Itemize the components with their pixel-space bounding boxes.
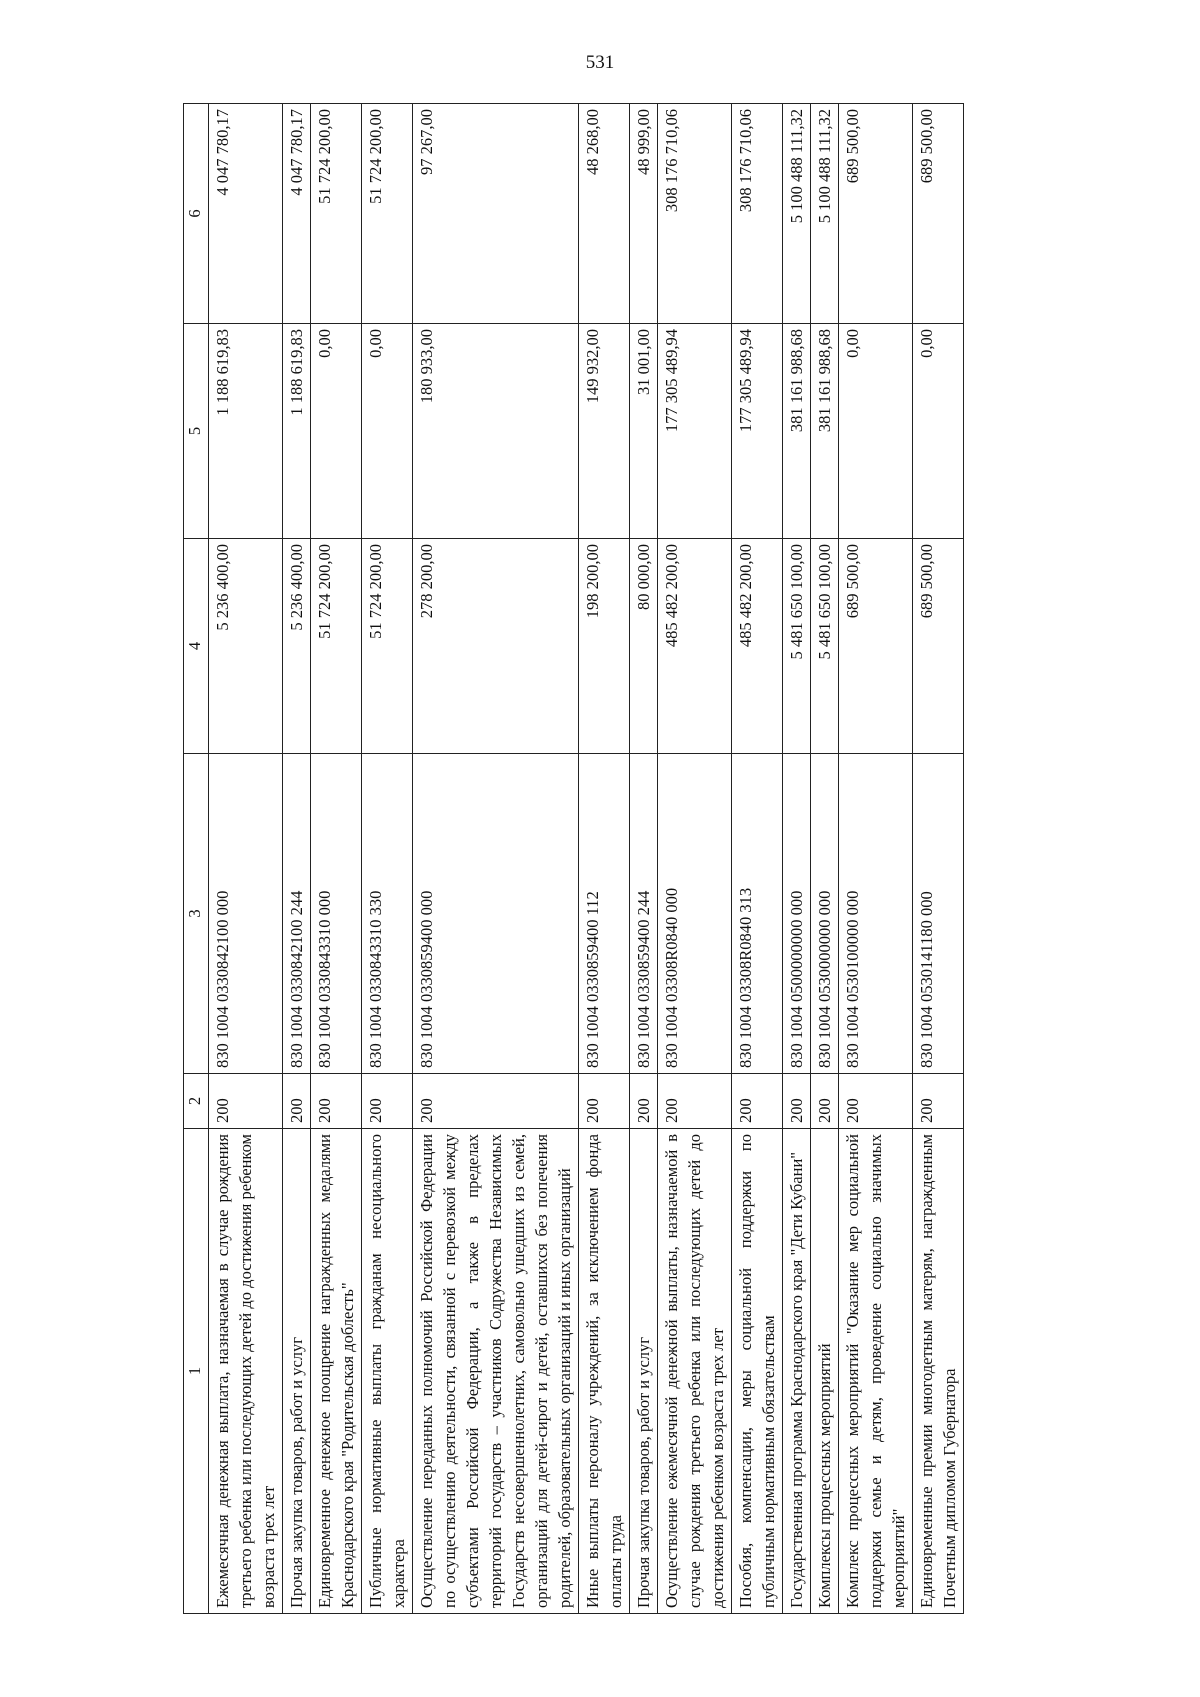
row-remaining-amount: 689 500,00 — [839, 104, 913, 324]
budget-table — [183, 103, 964, 1614]
row-budget-code: 830 1004 03308R0840 000 — [658, 754, 732, 1074]
row-budget-code: 830 1004 0530141180 000 — [913, 754, 964, 1074]
row-budget-code: 830 1004 0530000000 000 — [811, 754, 839, 1074]
row-line-code: 200 — [311, 1074, 362, 1129]
row-line-code: 200 — [362, 1074, 413, 1129]
header-cell: 4 — [184, 539, 209, 754]
row-budget-code: 830 1004 0330843310 000 — [311, 754, 362, 1074]
row-description: Государственная программа Краснодарского края "Дети Кубани" — [783, 1129, 811, 1614]
row-remaining-amount: 308 176 710,06 — [732, 104, 783, 324]
table-row — [579, 104, 630, 1614]
table-row — [311, 104, 362, 1614]
row-budget-code: 830 1004 0330859400 112 — [579, 754, 630, 1074]
table-row — [658, 104, 732, 1614]
row-approved-amount: 198 200,00 — [579, 539, 630, 754]
row-line-code: 200 — [783, 1074, 811, 1129]
row-line-code: 200 — [283, 1074, 311, 1129]
table-row — [732, 104, 783, 1614]
table-row — [413, 104, 579, 1614]
table-row — [811, 104, 839, 1614]
row-approved-amount: 5 481 650 100,00 — [811, 539, 839, 754]
row-executed-amount: 381 161 988,68 — [783, 324, 811, 539]
row-approved-amount: 689 500,00 — [913, 539, 964, 754]
row-description: Комплексы процессных мероприятий — [811, 1129, 839, 1614]
row-remaining-amount: 48 268,00 — [579, 104, 630, 324]
row-budget-code: 830 1004 03308R0840 313 — [732, 754, 783, 1074]
row-description: Единовременные премии многодетным матерям, награжденным Почетным дипломом Губернатора — [913, 1129, 964, 1614]
row-approved-amount: 51 724 200,00 — [311, 539, 362, 754]
header-cell: 5 — [184, 324, 209, 539]
row-executed-amount: 0,00 — [311, 324, 362, 539]
row-executed-amount: 31 001,00 — [630, 324, 658, 539]
row-description: Прочая закупка товаров, работ и услуг — [630, 1129, 658, 1614]
row-budget-code: 830 1004 0500000000 000 — [783, 754, 811, 1074]
table-row — [783, 104, 811, 1614]
row-remaining-amount: 51 724 200,00 — [311, 104, 362, 324]
row-line-code: 200 — [413, 1074, 579, 1129]
row-description: Осуществление ежемесячной денежной выплаты, назначаемой в случае рождения третьего ребенка или последующих детей до достижения ребенком возраста трех лет — [658, 1129, 732, 1614]
row-remaining-amount: 4 047 780,17 — [209, 104, 283, 324]
row-line-code: 200 — [839, 1074, 913, 1129]
row-remaining-amount: 48 999,00 — [630, 104, 658, 324]
row-description: Ежемесячная денежная выплата, назначаемая в случае рождения третьего ребенка или последующих детей до достижения ребенком возраста трех лет — [209, 1129, 283, 1614]
header-cell: 6 — [184, 104, 209, 324]
table-row — [839, 104, 913, 1614]
row-remaining-amount: 51 724 200,00 — [362, 104, 413, 324]
row-executed-amount: 381 161 988,68 — [811, 324, 839, 539]
row-budget-code: 830 1004 0330842100 000 — [209, 754, 283, 1074]
table-row — [362, 104, 413, 1614]
row-line-code: 200 — [658, 1074, 732, 1129]
row-description: Комплекс процессных мероприятий "Оказание мер социальной поддержки семье и детям, проведение социально значимых мероприятий" — [839, 1129, 913, 1614]
row-remaining-amount: 5 100 488 111,32 — [783, 104, 811, 324]
row-approved-amount: 80 000,00 — [630, 539, 658, 754]
row-executed-amount: 177 305 489,94 — [658, 324, 732, 539]
row-approved-amount: 485 482 200,00 — [732, 539, 783, 754]
row-executed-amount: 0,00 — [839, 324, 913, 539]
row-executed-amount: 1 188 619,83 — [283, 324, 311, 539]
row-description: Прочая закупка товаров, работ и услуг — [283, 1129, 311, 1614]
header-cell: 1 — [184, 1129, 209, 1614]
row-line-code: 200 — [579, 1074, 630, 1129]
table-row — [630, 104, 658, 1614]
row-approved-amount: 5 481 650 100,00 — [783, 539, 811, 754]
header-row — [184, 104, 209, 1614]
row-approved-amount: 51 724 200,00 — [362, 539, 413, 754]
row-description: Иные выплаты персоналу учреждений, за исключением фонда оплаты труда — [579, 1129, 630, 1614]
row-remaining-amount: 5 100 488 111,32 — [811, 104, 839, 324]
row-executed-amount: 177 305 489,94 — [732, 324, 783, 539]
row-description: Единовременное денежное поощрение награжденных медалями Краснодарского края "Родительская доблесть" — [311, 1129, 362, 1614]
row-executed-amount: 180 933,00 — [413, 324, 579, 539]
header-cell: 3 — [184, 754, 209, 1074]
row-remaining-amount: 97 267,00 — [413, 104, 579, 324]
table-row — [283, 104, 311, 1614]
row-budget-code: 830 1004 0530100000 000 — [839, 754, 913, 1074]
table-row — [209, 104, 283, 1614]
row-budget-code: 830 1004 0330859400 244 — [630, 754, 658, 1074]
row-budget-code: 830 1004 0330843310 330 — [362, 754, 413, 1074]
row-remaining-amount: 308 176 710,06 — [658, 104, 732, 324]
row-budget-code: 830 1004 0330859400 000 — [413, 754, 579, 1074]
row-line-code: 200 — [811, 1074, 839, 1129]
row-executed-amount: 0,00 — [362, 324, 413, 539]
row-description: Публичные нормативные выплаты гражданам несоциального характера — [362, 1129, 413, 1614]
row-approved-amount: 485 482 200,00 — [658, 539, 732, 754]
row-line-code: 200 — [209, 1074, 283, 1129]
row-approved-amount: 689 500,00 — [839, 539, 913, 754]
row-approved-amount: 5 236 400,00 — [209, 539, 283, 754]
row-line-code: 200 — [913, 1074, 964, 1129]
page-number: 531 — [585, 52, 615, 73]
header-cell: 2 — [184, 1074, 209, 1129]
row-executed-amount: 1 188 619,83 — [209, 324, 283, 539]
row-remaining-amount: 689 500,00 — [913, 104, 964, 324]
row-approved-amount: 5 236 400,00 — [283, 539, 311, 754]
row-approved-amount: 278 200,00 — [413, 539, 579, 754]
row-line-code: 200 — [630, 1074, 658, 1129]
row-description: Осуществление переданных полномочий Российской Федерации по осуществлению деятельности, связанной с перевозкой между субъектами Российской Федерации, а также в пределах территорий государств – участников Содружества Независимых Государств несовершеннолетних, самовольно ушедших из семей, организаций для детей-сирот и детей, оставшихся без попечения родителей, образовательных организаций и иных организаций — [413, 1129, 579, 1614]
row-executed-amount: 149 932,00 — [579, 324, 630, 539]
row-description: Пособия, компенсации, меры социальной поддержки по публичным нормативным обязательствам — [732, 1129, 783, 1614]
row-budget-code: 830 1004 0330842100 244 — [283, 754, 311, 1074]
rotated-table-wrapper — [183, 104, 1093, 1614]
row-executed-amount: 0,00 — [913, 324, 964, 539]
row-line-code: 200 — [732, 1074, 783, 1129]
row-remaining-amount: 4 047 780,17 — [283, 104, 311, 324]
table-row — [913, 104, 964, 1614]
